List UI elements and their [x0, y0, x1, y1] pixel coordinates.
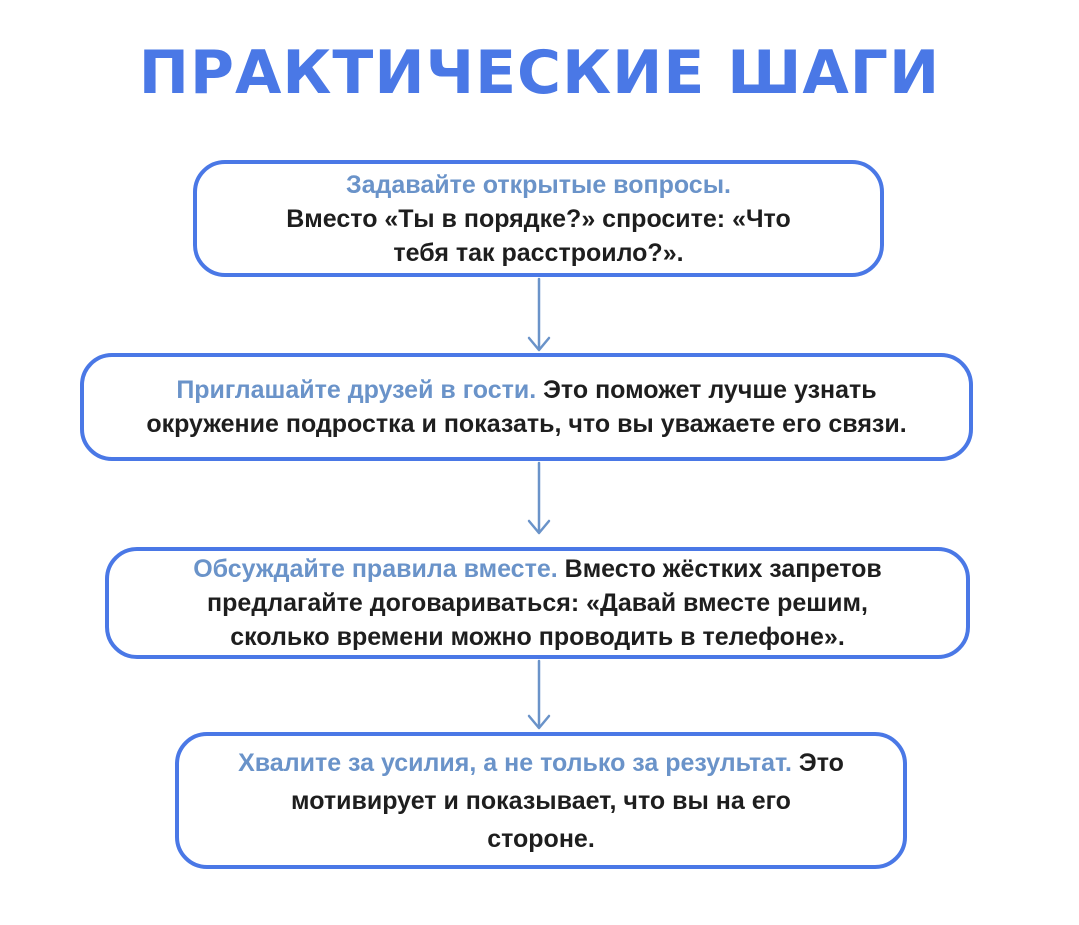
step-body-line: сколько времени можно проводить в телефоне». [230, 623, 845, 651]
arrow-1-to-2 [529, 279, 549, 350]
step-body-line: Это поможет лучше узнать [536, 376, 877, 404]
page-title: ПРАКТИЧЕСКИЕ ШАГИ [138, 38, 941, 108]
step-body-line: Это [791, 748, 844, 777]
step-heading: Обсуждайте правила вместе. [193, 555, 558, 583]
step-box-invite-friends [80, 353, 973, 461]
step-body-line: предлагайте договариваться: «Давай вместе решим, [207, 589, 868, 617]
step-body-line: Вместо жёстких запретов [557, 555, 882, 583]
step-heading: Приглашайте друзей в гости. [176, 376, 537, 404]
arrow-3-to-4 [529, 661, 549, 728]
step-heading: Хвалите за усилия, а не только за результат. [238, 748, 792, 777]
step-heading: Задавайте открытые вопросы. [345, 170, 732, 199]
step-body-line: Вместо «Ты в порядке?» спросите: «Что [286, 204, 791, 233]
step-box-discuss-rules [105, 547, 970, 659]
step-body-line: окружение подростка и показать, что вы уважаете его связи. [146, 410, 907, 438]
step-body-line: мотивирует и показывает, что вы на его [291, 786, 791, 815]
step-body-line: тебя так расстроило?». [393, 238, 684, 267]
step-box-praise-effort [175, 732, 907, 869]
arrow-2-to-3 [529, 463, 549, 533]
step-box-open-questions [193, 160, 884, 277]
step-body-line: стороне. [487, 824, 595, 853]
